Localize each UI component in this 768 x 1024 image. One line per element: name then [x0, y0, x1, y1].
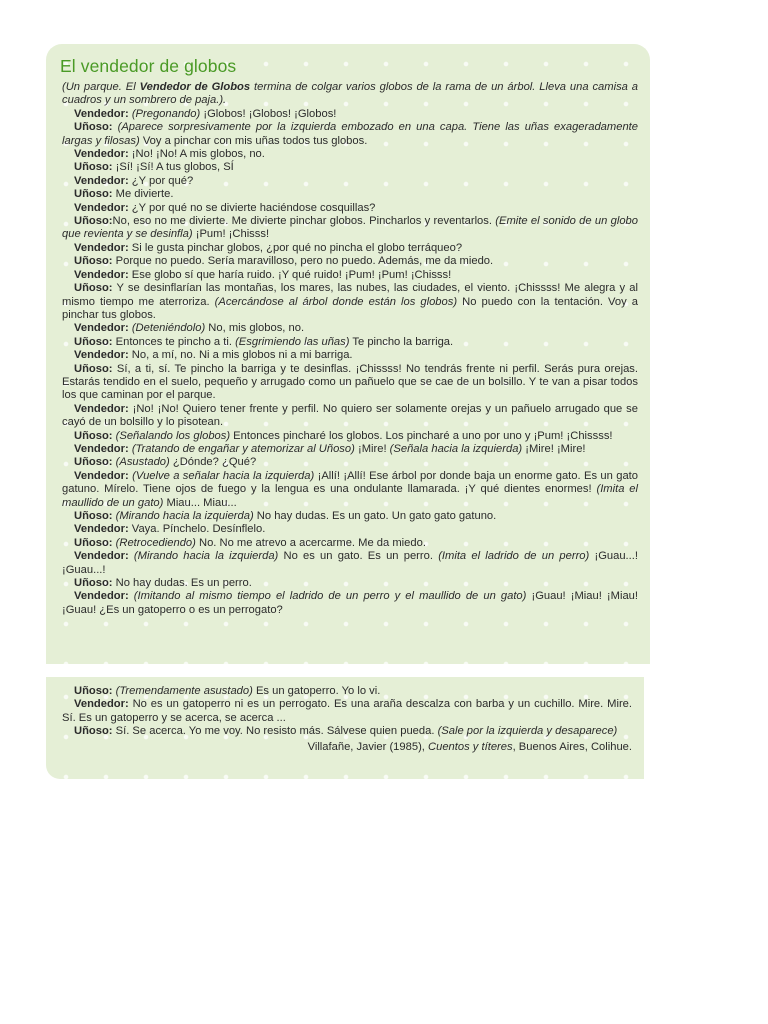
dialogue-line [62, 550, 638, 577]
dialogue-line [62, 242, 638, 255]
speaker-name: Uñoso: [74, 362, 113, 375]
dialogue-line [62, 537, 638, 550]
story-title: El vendedor de globos [60, 56, 237, 76]
line-text: Vaya. Pínchelo. Desínflelo. [128, 523, 266, 536]
stage-direction: (Deteniéndolo) [131, 322, 206, 335]
line-text: ¿Y por qué? [128, 174, 194, 187]
speaker-name: Vendedor: [74, 698, 129, 711]
speaker-name: Vendedor: [74, 442, 129, 455]
speaker-name: Vendedor: [74, 322, 129, 335]
speaker-name: Vendedor: [74, 402, 129, 415]
speaker-name: Vendedor: [74, 349, 129, 362]
dialogue-line [62, 175, 638, 188]
speaker-name: Uñoso: [74, 215, 113, 228]
dialogue-line [62, 161, 638, 174]
line-text: ¡No! ¡No! A mis globos, no. [128, 148, 265, 161]
dialogue-line [62, 269, 638, 282]
stage-direction: (Señala hacia la izquierda) [389, 442, 523, 455]
source-credit [62, 741, 632, 754]
text-panel-top [46, 44, 650, 664]
stage-direction: (Acercándose al árbol donde están los globos) [214, 295, 458, 308]
dialogue-line [62, 215, 638, 242]
dialogue-line [62, 81, 638, 108]
line-text: Es un gatoperro. Yo lo vi. [252, 685, 381, 697]
line-text: Ese globo sí que haría ruido. ¡Y qué ruido! ¡Pum! ¡Pum! ¡Chisss! [128, 268, 452, 281]
dialogue-line [62, 148, 638, 161]
dialogue-line [62, 523, 638, 536]
dialogue-line [62, 725, 632, 738]
stage-direction: (Retrocediendo) [115, 536, 196, 549]
speaker-name: Vendedor: [74, 268, 129, 281]
speaker-name: Vendedor: [74, 174, 129, 187]
line-text: Sí, a ti, sí. Te pincho la barriga y te desinflas. ¡Chissss! No tendrás frente ni perfil. Serás pura orejas. Estarás tendido en el suelo, pequeño y arrugado como un pañuelo que se cae de un bolsillo. Y te van a pisar todos los que caminan por el parque. [62, 362, 638, 402]
line-text: Entonces pincharé los globos. Los pincharé a uno por uno y ¡Pum! ¡Chissss! [230, 429, 613, 442]
stage-direction: (Señalando los globos) [115, 429, 231, 442]
speaker-name: Uñoso: [74, 577, 113, 590]
line-text: No, a mí, no. Ni a mis globos ni a mi barriga. [128, 349, 353, 362]
line-text: No, mis globos, no. [205, 322, 305, 335]
stage-direction: (Asustado) [115, 456, 170, 469]
dialogue-line [62, 685, 632, 698]
stage-direction: (Emite el sonido de un globo que revienta y se desinfla) [62, 215, 638, 241]
line-text: ¡No! ¡No! Quiero tener frente y perfil. No quiero ser solamente orejas y un pañuelo arrugado que se cayó de un bolsillo y lo pisotean. [62, 402, 638, 429]
speaker-name: Uñoso: [74, 510, 113, 522]
line-text: No. No me atrevo a acercarme. Me da miedo. [195, 536, 426, 549]
dialogue-line [62, 577, 638, 590]
dialogue-line [62, 282, 638, 322]
dialogue-line [62, 363, 638, 403]
stage-direction: (Pregonando) [131, 107, 201, 120]
stage-direction: (Tratando de engañar y atemorizar al Uñoso) [131, 442, 355, 455]
line-text: Miau... Miau... [163, 496, 237, 509]
stage-direction: (Tremendamente asustado) [115, 685, 253, 697]
line-text: No puedo con la tentación. Voy a pinchar tus globos. [62, 295, 638, 321]
dialogue-line [62, 443, 638, 456]
line-text: ¡Guau...! ¡Guau...! [62, 550, 638, 576]
speaker-name: Uñoso: [74, 429, 113, 442]
stage-direction: (Vuelve a señalar hacia la izquierda) [132, 469, 315, 482]
stage-direction: (Imita el ladrido de un perro) [438, 550, 590, 563]
speaker-name: Vendedor: [74, 523, 129, 536]
credit-publisher: , Buenos Aires, Colihue. [512, 740, 632, 753]
dialogue-line [62, 336, 638, 349]
line-text: ¡Guau! ¡Miau! ¡Miau! ¡Guau! ¿Es un gatoperro o es un perrogato? [62, 590, 638, 616]
dialogue-line [62, 403, 638, 430]
stage-direction: (Imitando al mismo tiempo el ladrido de un perro y el maullido de un gato) [133, 590, 527, 603]
line-text: Y se desinflarían las montañas, los mares, las nubes, las ciudades, el viento. ¡Chissss! Me alegra y al mismo tiempo me aterroriza. [62, 282, 638, 308]
stage-direction: (Imita el maullido de un gato) [62, 483, 638, 509]
line-text: Si le gusta pinchar globos, ¿por qué no pincha el globo terráqueo? [128, 241, 463, 254]
dialogue-line [62, 430, 638, 443]
speaker-name: Vendedor: [74, 469, 129, 482]
line-text: No, eso no me divierte. Me divierte pinchar globos. Pincharlos y reventarlos. [112, 215, 496, 228]
speaker-name: Uñoso: [74, 456, 113, 469]
stage-direction: (Un parque. El [62, 81, 140, 93]
line-text: ¿Dónde? ¿Qué? [169, 456, 257, 469]
dialogue-line [62, 349, 638, 362]
line-text: ¡Allí! ¡Allí! Ese árbol por donde baja un enorme gato. Es un gato gatuno. Mírelo. Tiene ojos de fuego y la lengua es una ondulante llamarada. ¡Y qué dientes enormes! [62, 469, 639, 496]
speaker-name: Vendedor: [74, 241, 129, 254]
line-text: ¡Mire! ¡Mire! [522, 442, 586, 455]
stage-direction: (Esgrimiendo las uñas) [235, 335, 350, 348]
line-text: Entonces te pincho a ti. [112, 335, 236, 348]
dialogue-line [62, 202, 638, 215]
line-text: ¡Pum! ¡Chisss! [192, 228, 270, 241]
line-text: No es un gato. Es un perro. [278, 550, 439, 563]
dialogue-line [62, 698, 632, 725]
dialogue-line [62, 108, 638, 121]
speaker-name: Vendedor: [74, 107, 129, 120]
line-text: Te pincho la barriga. [349, 335, 454, 348]
line-text: ¡Sí! ¡Sí! A tus globos, SÍ [112, 161, 234, 174]
dialogue-line [62, 470, 638, 510]
speaker-name: Uñoso: [74, 161, 113, 174]
speaker-name: Vendedor: [74, 590, 129, 603]
speaker-name: Uñoso: [74, 536, 113, 549]
stage-direction: Vendedor de Globos [139, 81, 251, 93]
dialogue-line [62, 121, 638, 148]
line-text: ¿Y por qué no se divierte haciéndose cosquillas? [128, 201, 376, 214]
speaker-name: Vendedor: [74, 148, 129, 161]
stage-direction: (Sale por la izquierda y desaparece) [437, 725, 618, 738]
dialogue-line [62, 510, 638, 523]
speaker-name: Uñoso: [74, 335, 113, 348]
credit-work: Cuentos y títeres [428, 740, 513, 753]
line-text: Voy a pinchar con mis uñas todos tus globos. [139, 134, 368, 147]
dialogue-block [62, 81, 638, 617]
line-text: Porque no puedo. Sería maravilloso, pero no puedo. Además, me da miedo. [112, 255, 494, 268]
speaker-name: Uñoso: [74, 121, 113, 134]
speaker-name: Vendedor: [74, 201, 129, 214]
speaker-name: Vendedor: [74, 550, 129, 563]
speaker-name: Uñoso: [74, 255, 113, 268]
text-panel-bottom [46, 677, 644, 779]
speaker-name: Uñoso: [74, 725, 113, 738]
line-text: Sí. Se acerca. Yo me voy. No resisto más. Sálvese quien pueda. [112, 725, 438, 738]
line-text: ¡Globos! ¡Globos! ¡Globos! [200, 107, 337, 120]
line-text: No hay dudas. Es un perro. [112, 577, 252, 590]
speaker-name: Uñoso: [74, 188, 113, 201]
speaker-name: Uñoso: [74, 282, 113, 295]
stage-direction: (Aparece sorpresivamente por la izquierda embozado en una capa. Tiene las uñas exageradamente largas y filosas) [62, 121, 638, 147]
dialogue-block-continued [62, 685, 632, 739]
stage-direction: termina de colgar varios globos de la rama de un árbol. Lleva una camisa a cuadros y un sombrero de paja.). [62, 81, 638, 107]
line-text: No hay dudas. Es un gato. Un gato gato gatuno. [253, 510, 497, 522]
line-text: No es un gatoperro ni es un perrogato. Es una araña descalza con barba y un cuchillo. Mire. Mire. Sí. Es un gatoperro y se acerca, se acerca ... [62, 698, 632, 724]
stage-direction: (Mirando hacia la izquierda) [133, 550, 279, 563]
dialogue-line [62, 255, 638, 268]
stage-direction: (Mirando hacia la izquierda) [115, 510, 254, 522]
dialogue-line [62, 456, 638, 469]
credit-author: Villafañe, Javier (1985), [307, 740, 429, 753]
speaker-name: Uñoso: [74, 685, 113, 697]
line-text: ¡Mire! [354, 442, 390, 455]
line-text: Me divierte. [112, 188, 174, 201]
dialogue-line [62, 322, 638, 335]
dialogue-line [62, 590, 638, 617]
dialogue-line [62, 188, 638, 201]
